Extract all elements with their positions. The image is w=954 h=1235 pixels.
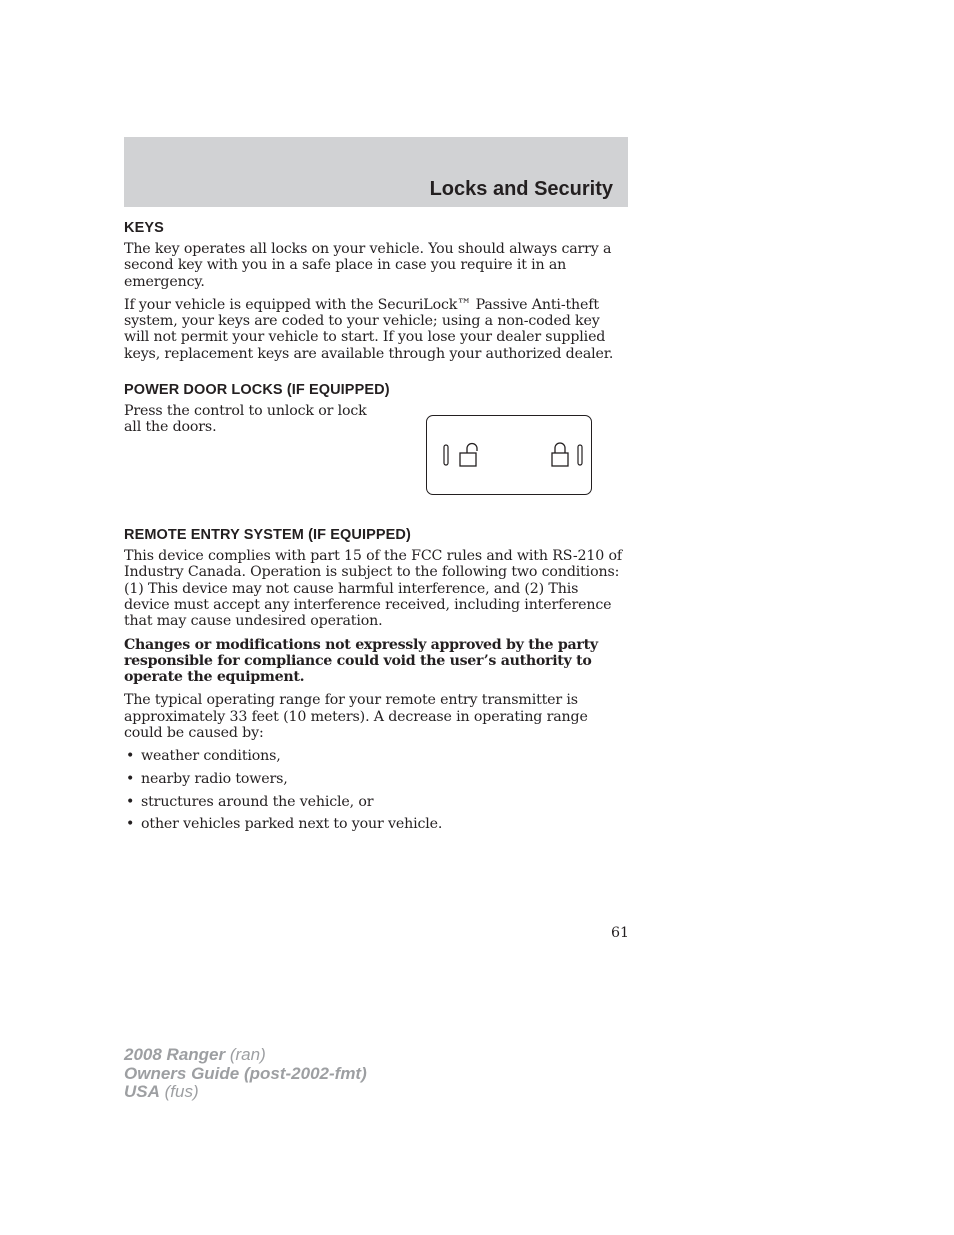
section-header-band	[124, 137, 628, 207]
keys-heading: KEYS	[124, 220, 164, 236]
footer-market-code: (fus)	[159, 1082, 199, 1101]
switch-left-bar	[444, 445, 448, 465]
page-number: 61	[611, 925, 630, 941]
footer-model-code: (ran)	[225, 1045, 266, 1064]
list-item	[124, 794, 628, 810]
list-item-text: structures around the vehicle, or	[141, 793, 374, 810]
footer-market: USA	[124, 1082, 160, 1101]
section-title: Locks and Security	[429, 178, 613, 200]
bullet: •	[126, 816, 135, 833]
footer-guide: Owners Guide (post-2002-fmt)	[124, 1063, 367, 1083]
list-item	[124, 748, 628, 764]
list-item-text: nearby radio towers,	[141, 770, 288, 787]
bullet: •	[126, 748, 135, 765]
footer-line-model	[124, 1046, 367, 1065]
remote-entry-section	[124, 527, 628, 832]
footer-line-market	[124, 1083, 367, 1102]
switch-right-bar	[578, 445, 582, 465]
list-item-text: weather conditions,	[141, 748, 281, 765]
list-item-text: other vehicles parked next to your vehicle.	[141, 816, 443, 833]
power-locks-text: Press the control to unlock or lock all the doors.	[124, 403, 367, 436]
list-item	[124, 771, 628, 787]
lock-icon	[552, 443, 568, 466]
operating-range-text: The typical operating range for your remote entry transmitter is approximately 33 feet (10 meters). A decrease in operating range could be caused by:	[124, 692, 588, 742]
page-content	[124, 220, 628, 839]
remote-entry-heading: REMOTE ENTRY SYSTEM (IF EQUIPPED)	[124, 527, 411, 544]
keys-paragraph-1: The key operates all locks on your vehicle. You should always carry a second key with you in a safe place in case you require it in an emergency.	[124, 241, 612, 290]
list-item	[124, 816, 628, 832]
keys-section	[124, 220, 628, 362]
range-causes-list	[124, 748, 628, 832]
door-lock-switch-svg	[427, 416, 593, 496]
power-door-locks-section	[124, 382, 628, 527]
compliance-text: This device complies with part 15 of the FCC rules and with RS-210 of Industry Canada. Operation is subject to the following two conditions: (1) This device may not cause harmful interference, and (2) This device must accept any interference received, including interference that may cause undesired operation.	[124, 548, 622, 630]
door-lock-switch-illustration	[426, 415, 592, 495]
keys-paragraph-2: If your vehicle is equipped with the SecuriLock™ Passive Anti-theft system, your keys are coded to your vehicle; using a non-coded key will not permit your vehicle to start. If you lose your dealer supplied keys, replacement keys are available through your authorized dealer.	[124, 296, 614, 362]
footer-line-guide	[124, 1065, 367, 1084]
modification-warning: Changes or modifications not expressly approved by the party responsible for compliance could void the user’s authority to operate the equipment.	[124, 636, 598, 686]
unlock-icon	[460, 444, 477, 467]
power-locks-heading: POWER DOOR LOCKS (IF EQUIPPED)	[124, 382, 390, 399]
bullet: •	[126, 793, 135, 810]
footer-model: 2008 Ranger	[124, 1045, 226, 1064]
document-footer	[124, 1046, 367, 1102]
bullet: •	[126, 770, 135, 787]
